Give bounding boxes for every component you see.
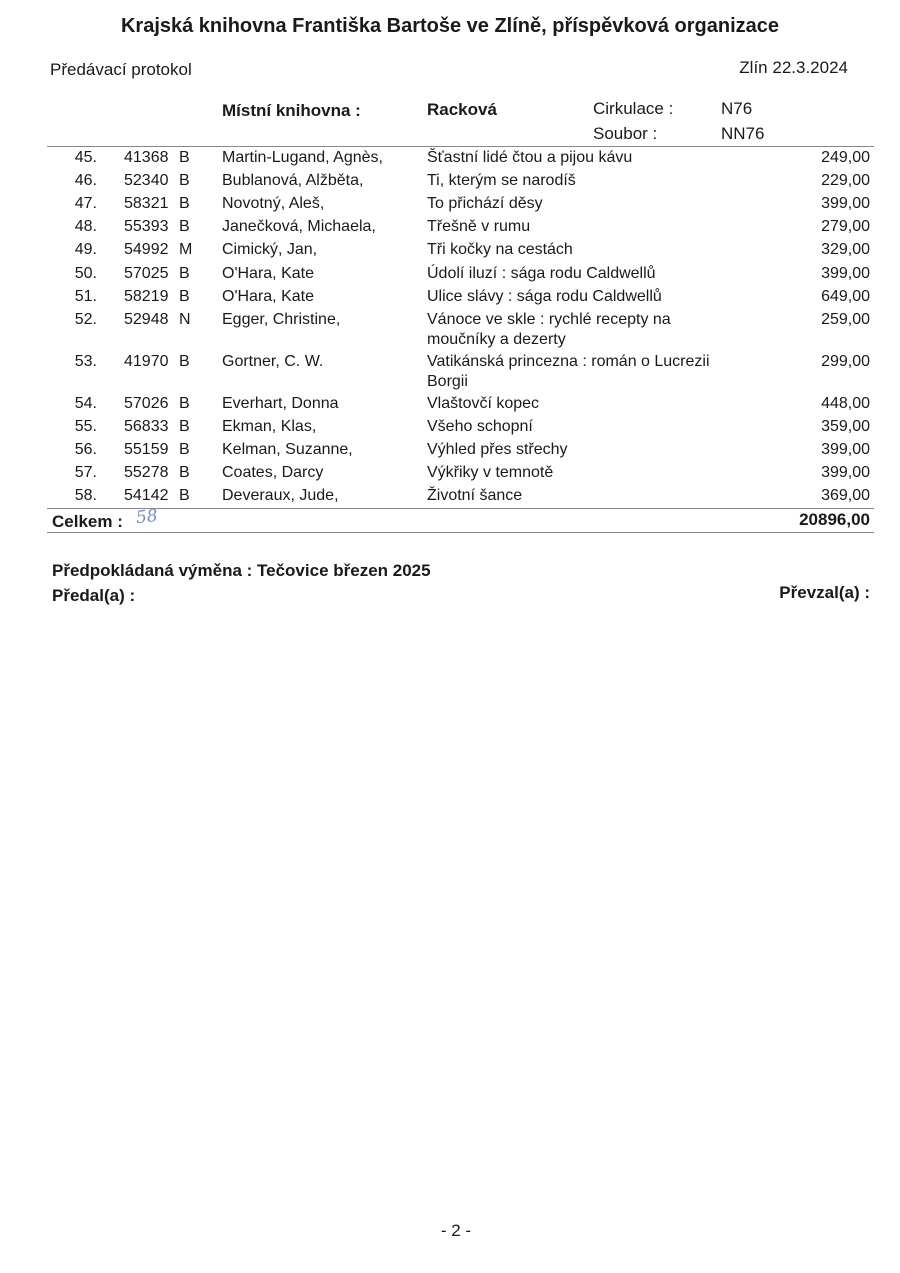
item-price: 399,00 [821, 464, 870, 481]
handwritten-count: 58 [135, 505, 159, 529]
library-label: Místní knihovna : [222, 101, 361, 120]
row-number: 55. [74, 418, 97, 435]
item-price: 399,00 [821, 441, 870, 458]
item-type: B [179, 218, 190, 235]
item-id: 55393 [124, 218, 169, 235]
row-number: 54. [74, 395, 97, 412]
item-type: B [179, 353, 190, 370]
item-type: N [179, 311, 191, 328]
table-top-rule [47, 146, 874, 147]
collection-label: Soubor : [593, 124, 658, 143]
received-label: Převzal(a) : [779, 583, 870, 602]
item-title: Výkřiky v temnotě [427, 464, 554, 481]
item-price: 359,00 [821, 418, 870, 435]
item-author: Coates, Darcy [222, 464, 324, 481]
item-type: B [179, 418, 190, 435]
item-id: 56833 [124, 418, 169, 435]
row-number: 52. [74, 311, 97, 328]
item-price: 649,00 [821, 288, 870, 305]
item-type: M [179, 241, 193, 258]
item-author: Ekman, Klas, [222, 418, 317, 435]
item-id: 54992 [124, 241, 169, 258]
circulation-label: Cirkulace : [593, 99, 674, 118]
item-title: Životní šance [427, 487, 523, 504]
item-type: B [179, 464, 190, 481]
collection-value: NN76 [721, 124, 765, 143]
row-number: 45. [74, 149, 97, 166]
item-title: Ulice slávy : sága rodu Caldwellů [427, 288, 662, 305]
item-title: Vlaštovčí kopec [427, 395, 540, 412]
item-author: O'Hara, Kate [222, 265, 314, 282]
item-type: B [179, 195, 190, 212]
item-type: B [179, 395, 190, 412]
item-id: 57025 [124, 265, 169, 282]
item-price: 399,00 [821, 195, 870, 212]
handed-over-label: Předal(a) : [52, 586, 136, 605]
item-type: B [179, 265, 190, 282]
row-number: 51. [74, 288, 97, 305]
planned-exchange: Předpokládaná výměna : Tečovice březen 2025 [52, 561, 431, 580]
item-title: Výhled přes střechy [427, 441, 568, 458]
item-type: B [179, 487, 190, 504]
item-title: Tři kočky na cestách [427, 241, 573, 258]
row-number: 46. [74, 172, 97, 189]
item-author: O'Hara, Kate [222, 288, 314, 305]
item-type: B [179, 172, 190, 189]
row-number: 49. [74, 241, 97, 258]
item-author: Deveraux, Jude, [222, 487, 339, 504]
item-id: 41368 [124, 149, 169, 166]
item-author: Novotný, Aleš, [222, 195, 325, 212]
item-type: B [179, 441, 190, 458]
item-title: Šťastní lidé čtou a pijou kávu [427, 149, 633, 166]
row-number: 50. [74, 265, 97, 282]
item-author: Janečková, Michaela, [222, 218, 376, 235]
item-id: 52948 [124, 311, 169, 328]
item-author: Kelman, Suzanne, [222, 441, 353, 458]
item-price: 329,00 [821, 241, 870, 258]
totals-top-rule [47, 508, 874, 509]
item-title: Údolí iluzí : sága rodu Caldwellů [427, 265, 656, 282]
item-id: 57026 [124, 395, 169, 412]
row-number: 47. [74, 195, 97, 212]
item-title: Ti, kterým se narodíš [427, 172, 576, 189]
item-price: 259,00 [821, 311, 870, 328]
document-type: Předávací protokol [50, 60, 192, 79]
total-label: Celkem : [52, 512, 123, 531]
row-number: 48. [74, 218, 97, 235]
library-name: Racková [427, 100, 497, 119]
item-author: Gortner, C. W. [222, 353, 324, 370]
item-id: 55159 [124, 441, 169, 458]
item-id: 54142 [124, 487, 169, 504]
item-type: B [179, 288, 190, 305]
circulation-value: N76 [721, 99, 753, 118]
item-price: 279,00 [821, 218, 870, 235]
item-title: Vánoce ve skle : rychlé recepty na moučníky a dezerty [427, 311, 671, 348]
item-author: Egger, Christine, [222, 311, 341, 328]
item-price: 299,00 [821, 353, 870, 370]
item-price: 249,00 [821, 149, 870, 166]
item-id: 55278 [124, 464, 169, 481]
item-title: Všeho schopní [427, 418, 533, 435]
item-title: Třešně v rumu [427, 218, 531, 235]
totals-bottom-rule [47, 532, 874, 533]
row-number: 57. [74, 464, 97, 481]
item-id: 41970 [124, 353, 169, 370]
item-author: Bublanová, Alžběta, [222, 172, 364, 189]
item-price: 448,00 [821, 395, 870, 412]
page-number: - 2 - [440, 1221, 472, 1240]
row-number: 58. [74, 487, 97, 504]
item-price: 229,00 [821, 172, 870, 189]
row-number: 53. [74, 353, 97, 370]
item-type: B [179, 149, 190, 166]
item-title: Vatikánská princezna : román o Lucrezii Borgii [427, 353, 710, 390]
item-id: 58321 [124, 195, 169, 212]
total-sum: 20896,00 [799, 510, 870, 529]
item-price: 369,00 [821, 487, 870, 504]
document-title: Krajská knihovna Františka Bartoše ve Zlíně, příspěvková organizace [120, 15, 780, 37]
item-author: Everhart, Donna [222, 395, 339, 412]
item-author: Cimický, Jan, [222, 241, 318, 258]
row-number: 56. [74, 441, 97, 458]
item-price: 399,00 [821, 265, 870, 282]
item-author: Martin-Lugand, Agnès, [222, 149, 383, 166]
item-title: To přichází děsy [427, 195, 543, 212]
item-id: 52340 [124, 172, 169, 189]
place-and-date: Zlín 22.3.2024 [739, 58, 848, 77]
item-id: 58219 [124, 288, 169, 305]
